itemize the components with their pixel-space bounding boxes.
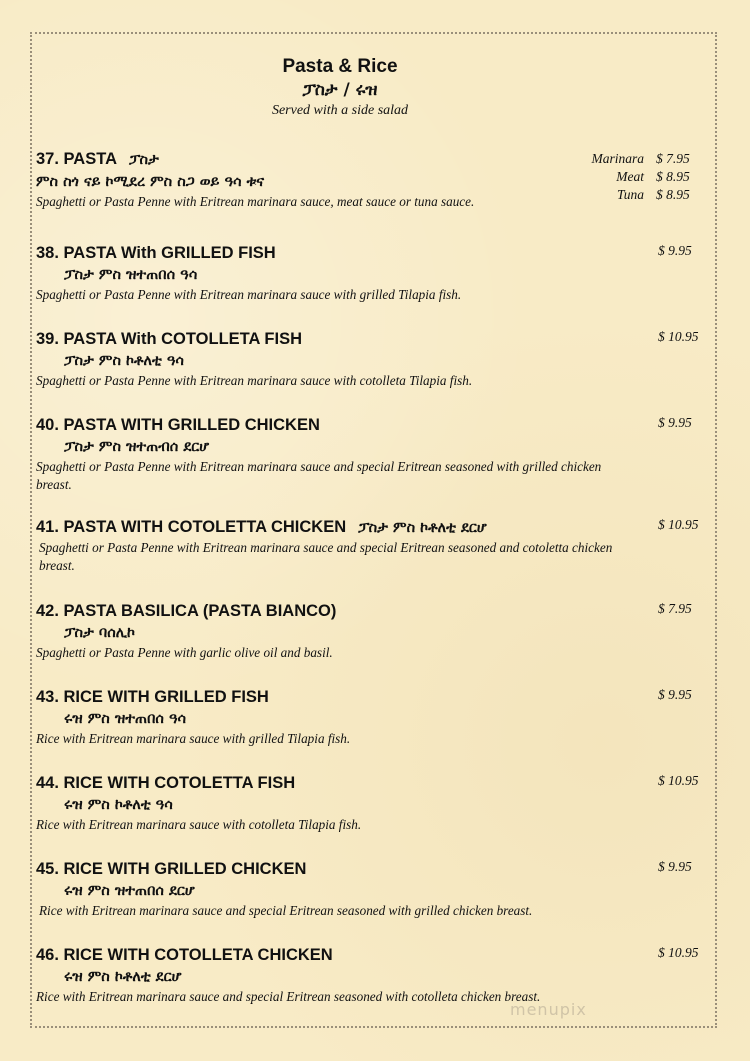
- item-description: Spaghetti or Pasta Penne with Eritrean marinara sauce, meat sauce or tuna sauce.: [36, 194, 475, 209]
- price-option: [536, 168, 696, 186]
- item-price: $ 9.95: [658, 687, 692, 702]
- section-title-geez: ፓስታ / ሩዝ: [302, 80, 378, 100]
- item-price: $ 10.95: [658, 517, 699, 532]
- item-geez-name: ሩዝ ምስ ዝተጠበሰ ዓሳ: [64, 711, 187, 727]
- item-name: 44. RICE WITH COTOLETTA FISH: [36, 774, 296, 792]
- item-description: Rice with Eritrean marinara sauce and special Eritrean seasoned with grilled chicken breast.: [39, 903, 533, 918]
- item-description: Rice with Eritrean marinara sauce with cotolleta Tilapia fish.: [36, 817, 362, 832]
- item-37-price-options: [536, 150, 696, 204]
- item-geez-description: ምስ ስጎ ናይ ኮሚደረ ምስ ስጋ ወይ ዓሳ ቱና: [36, 174, 265, 190]
- option-label: Tuna: [616, 187, 644, 202]
- item-price: $ 10.95: [658, 773, 699, 788]
- option-price: $ 8.95: [656, 169, 690, 184]
- item-name: 42. PASTA BASILICA (PASTA BIANCO): [36, 602, 337, 620]
- item-description: Spaghetti or Pasta Penne with garlic olive oil and basil.: [36, 645, 333, 660]
- item-description: Rice with Eritrean marinara sauce and special Eritrean seasoned with cotolleta chicken breast.: [36, 989, 541, 1004]
- item-description: Spaghetti or Pasta Penne with Eritrean marinara sauce and special Eritrean seasoned and cotoletta chicken breast.: [39, 540, 613, 573]
- item-description: Rice with Eritrean marinara sauce with grilled Tilapia fish.: [36, 731, 351, 746]
- item-geez-name: ፓስታ ምስ ዝተጠበሰ ዓሳ: [64, 267, 198, 283]
- item-name: 46. RICE WITH COTOLLETA CHICKEN: [36, 946, 333, 964]
- menu-item-42: [36, 600, 716, 662]
- price-option: [536, 150, 696, 168]
- option-price: $ 8.95: [656, 187, 690, 202]
- menu-item-38: [36, 242, 716, 304]
- item-name-text: 37. PASTA: [36, 150, 117, 168]
- item-price: $ 9.95: [658, 415, 692, 430]
- menu-item-43: [36, 686, 716, 748]
- item-price: $ 10.95: [658, 945, 699, 960]
- item-price: $ 7.95: [658, 601, 692, 616]
- item-geez-name: ፓስታ ምስ ኮቶለቲ ዓሳ: [64, 353, 184, 369]
- item-geez-name: ፓስታ ባሰሊኮ: [64, 625, 135, 641]
- item-name-geez: ፓስታ ምስ ኮቶለቲ ደርሆ: [358, 520, 487, 536]
- menu-item-39: [36, 328, 716, 390]
- item-description: Spaghetti or Pasta Penne with Eritrean marinara sauce and special Eritrean seasoned with grilled chicken breast.: [36, 459, 602, 492]
- menu-item-46: [36, 944, 716, 1006]
- section-subtitle: Served with a side salad: [271, 103, 409, 118]
- item-geez-name: ሩዝ ምስ ኮቶለቲ ዓሳ: [64, 797, 173, 813]
- item-name: 40. PASTA WITH GRILLED CHICKEN: [36, 416, 320, 434]
- item-name: 39. PASTA With COTOLLETA FISH: [36, 330, 302, 348]
- menu-section-header: [0, 55, 680, 121]
- option-label: Marinara: [591, 151, 644, 166]
- item-price: $ 9.95: [658, 859, 692, 874]
- item-description: Spaghetti or Pasta Penne with Eritrean marinara sauce with cotolleta Tilapia fish.: [36, 373, 473, 388]
- option-price: $ 7.95: [656, 151, 690, 166]
- item-price: $ 9.95: [658, 243, 692, 258]
- menu-item-40: [36, 414, 716, 494]
- item-geez-name: ሩዝ ምስ ኮቶለቲ ደርሆ: [64, 969, 182, 985]
- item-name: 43. RICE WITH GRILLED FISH: [36, 688, 269, 706]
- item-geez-name: ሩዝ ምስ ዝተጠበሰ ደርሆ: [64, 883, 195, 899]
- item-description: Spaghetti or Pasta Penne with Eritrean marinara sauce with grilled Tilapia fish.: [36, 287, 462, 302]
- watermark-logo: menupix: [510, 1000, 587, 1019]
- menu-item-41: [36, 516, 716, 575]
- item-name: 38. PASTA With GRILLED FISH: [36, 244, 276, 262]
- item-geez-name: ፓስታ ምስ ዝተጠብሰ ደርሆ: [64, 439, 210, 455]
- item-name: 45. RICE WITH GRILLED CHICKEN: [36, 860, 307, 878]
- menu-item-45: [36, 858, 716, 920]
- item-name: [36, 516, 716, 539]
- item-price: $ 10.95: [658, 329, 699, 344]
- item-name-geez: ፓስታ: [129, 152, 159, 168]
- menu-item-44: [36, 772, 716, 834]
- option-label: Meat: [616, 169, 644, 184]
- section-title: Pasta & Rice: [282, 56, 398, 77]
- price-option: [536, 186, 696, 204]
- item-name-text: 41. PASTA WITH COTOLETTA CHICKEN: [36, 518, 347, 536]
